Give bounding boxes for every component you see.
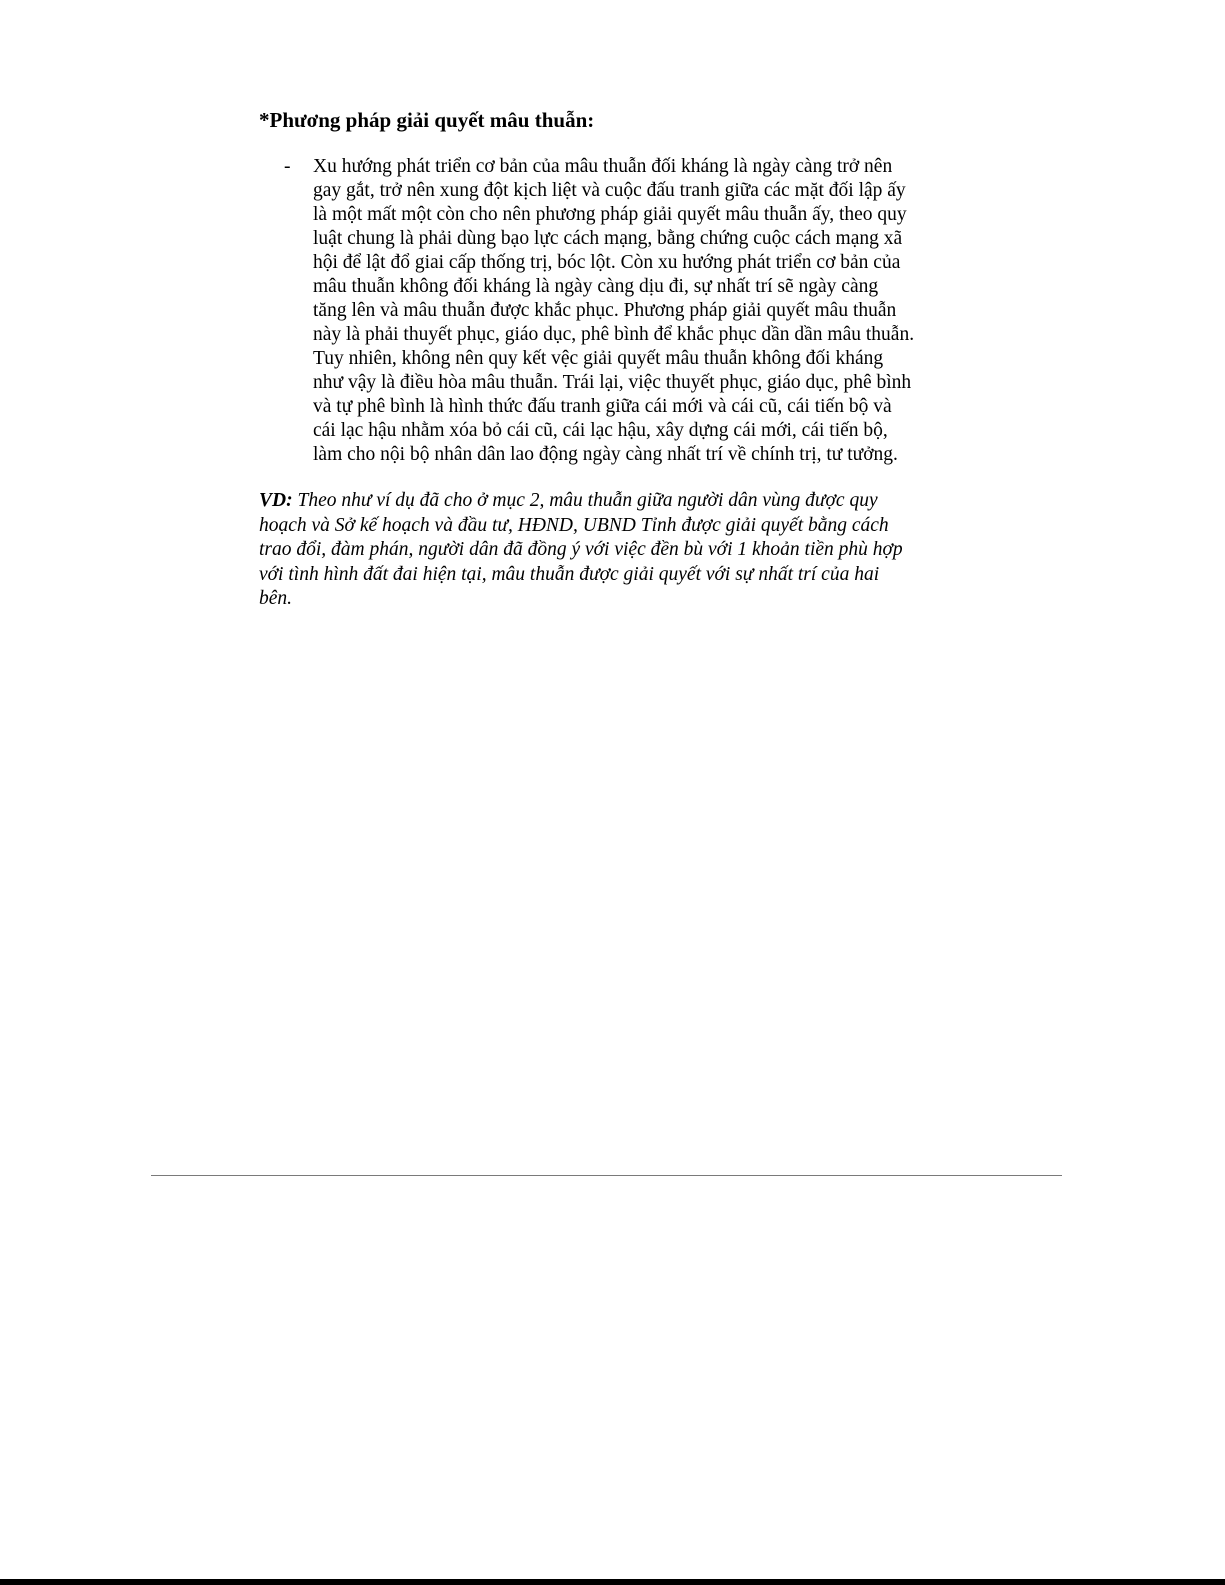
example-line (259, 489, 969, 514)
section-heading: *Phương pháp giải quyết mâu thuẫn: (259, 108, 595, 132)
bullet-text (313, 155, 968, 467)
bullet-marker: - (284, 156, 291, 177)
page-bottom-edge (0, 1579, 1225, 1585)
bullet-line: hội để lật đổ giai cấp thống trị, bóc lột. Còn xu hướng phát triển cơ bản của (313, 252, 901, 273)
example-first-line: Theo như ví dụ đã cho ở mục 2, mâu thuẫn giữa người dân vùng được quy (292, 490, 878, 511)
bullet-line: làm cho nội bộ nhân dân lao động ngày càng nhất trí về chính trị, tư tưởng. (313, 444, 898, 465)
page-divider (151, 1175, 1062, 1176)
bullet-line: Xu hướng phát triển cơ bản của mâu thuẫn đối kháng là ngày càng trở nên (313, 156, 893, 177)
bullet-line: tăng lên và mâu thuẫn được khắc phục. Phương pháp giải quyết mâu thuẫn (313, 300, 897, 321)
example-label: VD: (259, 490, 293, 511)
example-paragraph (259, 489, 969, 612)
bullet-line: gay gắt, trở nên xung đột kịch liệt và cuộc đấu tranh giữa các mặt đối lập ấy (313, 180, 906, 201)
bullet-line: cái lạc hậu nhằm xóa bỏ cái cũ, cái lạc hậu, xây dựng cái mới, cái tiến bộ, (313, 420, 888, 441)
bullet-line: này là phải thuyết phục, giáo dục, phê bình để khắc phục dần dần mâu thuẫn. (313, 324, 915, 345)
example-line: với tình hình đất đai hiện tại, mâu thuẫn được giải quyết với sự nhất trí của hai (259, 563, 880, 585)
example-line: trao đổi, đàm phán, người dân đã đồng ý với việc đền bù với 1 khoản tiền phù hợp (259, 539, 903, 560)
example-line: bên. (259, 588, 293, 609)
example-line: hoạch và Sở kế hoạch và đầu tư, HĐND, UBND Tỉnh được giải quyết bằng cách (259, 514, 889, 536)
bullet-line: và tự phê bình là hình thức đấu tranh giữa cái mới và cái cũ, cái tiến bộ và (313, 396, 892, 417)
bullet-line: mâu thuẫn không đối kháng là ngày càng dịu đi, sự nhất trí sẽ ngày càng (313, 276, 879, 297)
bullet-line: luật chung là phải dùng bạo lực cách mạng, bằng chứng cuộc cách mạng xã (313, 228, 903, 249)
bullet-line: Tuy nhiên, không nên quy kết vệc giải quyết mâu thuẫn không đối kháng (313, 348, 884, 369)
bullet-line: là một mất một còn cho nên phương pháp giải quyết mâu thuẫn ấy, theo quy (313, 204, 907, 225)
bullet-line: như vậy là điều hòa mâu thuẫn. Trái lại, việc thuyết phục, giáo dục, phê bình (313, 372, 912, 393)
